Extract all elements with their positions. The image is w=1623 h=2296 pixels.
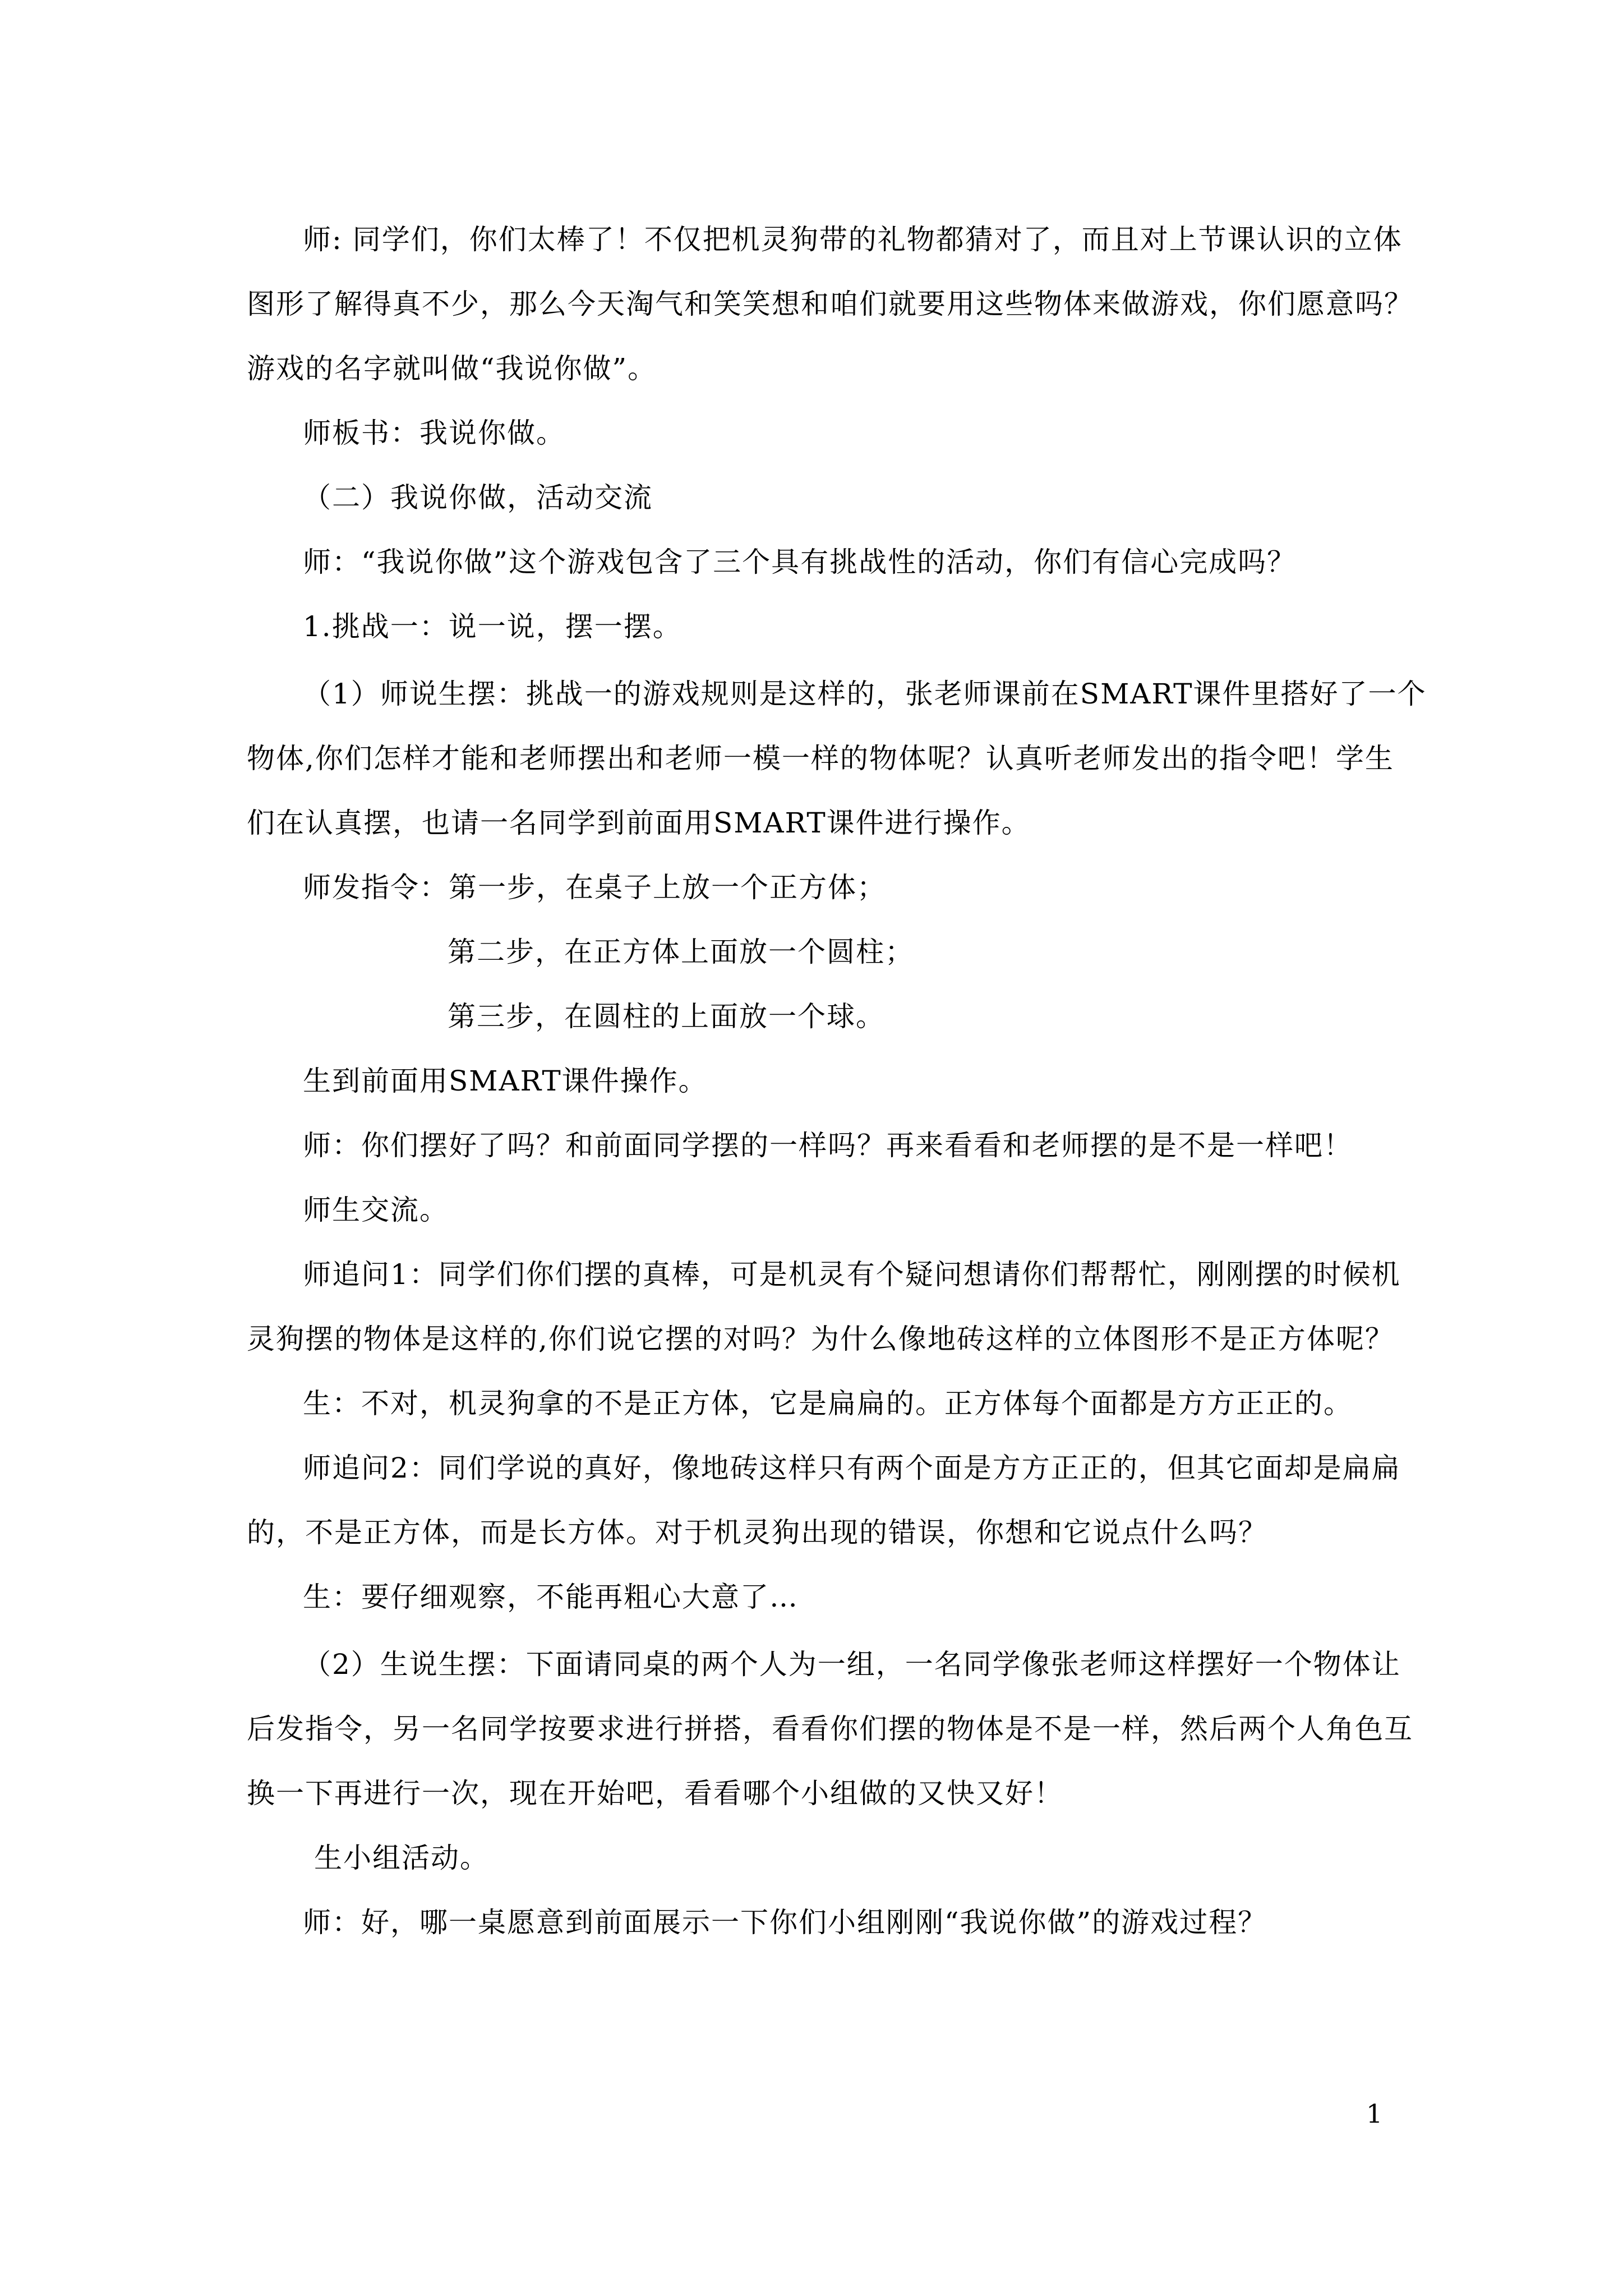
paragraph-line: 师发指令：第一步，在桌子上放一个正方体； xyxy=(303,871,886,904)
paragraph-line: 师: 同学们，你们太棒了！不仅把机灵狗带的礼物都猜对了，而且对上节课认识的立体 xyxy=(303,223,1403,256)
instruction-step: 第三步，在圆柱的上面放一个球。 xyxy=(448,1000,885,1033)
paragraph-line: 后发指令，另一名同学按要求进行拼搭，看看你们摆的物体是不是一样，然后两个人角色互 xyxy=(247,1713,1413,1745)
page-number: 1 xyxy=(1366,2099,1383,2129)
paragraph-line: 灵狗摆的物体是这样的,你们说它摆的对吗？为什么像地砖这样的立体图形不是正方体呢？ xyxy=(247,1323,1394,1355)
section-heading: （二）我说你做，活动交流 xyxy=(303,481,653,514)
paragraph-line: 生到前面用SMART课件操作。 xyxy=(303,1065,708,1097)
paragraph-line: 师板书：我说你做。 xyxy=(303,417,565,449)
paragraph-line: 们在认真摆，也请一名同学到前面用SMART课件进行操作。 xyxy=(247,807,1031,839)
challenge-heading: 1.挑战一：说一说，摆一摆。 xyxy=(303,610,682,643)
paragraph-line: 师：你们摆好了吗？和前面同学摆的一样吗？再来看看和老师摆的是不是一样吧！ xyxy=(303,1129,1353,1162)
paragraph-line: 师追问2：同们学说的真好，像地砖这样只有两个面是方方正正的，但其它面却是扁扁 xyxy=(303,1452,1401,1484)
paragraph-line: 生：要仔细观察，不能再粗心大意了… xyxy=(303,1581,799,1613)
paragraph-line: 生小组活动。 xyxy=(314,1842,489,1874)
paragraph-line: 师生交流。 xyxy=(303,1194,449,1226)
paragraph-line: （1）师说生摆：挑战一的游戏规则是这样的，张老师课前在SMART课件里搭好了一个 xyxy=(303,678,1427,710)
paragraph-line: 师：好，哪一桌愿意到前面展示一下你们小组刚刚“我说你做”的游戏过程？ xyxy=(303,1906,1267,1939)
paragraph-line: 图形了解得真不少，那么今天淘气和笑笑想和咱们就要用这些物体来做游戏，你们愿意吗？ xyxy=(247,288,1413,320)
paragraph-line: （2）生说生摆：下面请同桌的两个人为一组，一名同学像张老师这样摆好一个物体让 xyxy=(303,1648,1401,1681)
paragraph-line: 物体,你们怎样才能和老师摆出和老师一模一样的物体呢？认真听老师发出的指令吧！学生 xyxy=(247,742,1394,775)
instruction-step: 第二步，在正方体上面放一个圆柱； xyxy=(448,936,914,968)
paragraph-line: 师：“我说你做”这个游戏包含了三个具有挑战性的活动，你们有信心完成吗？ xyxy=(303,546,1297,578)
paragraph-line: 换一下再进行一次，现在开始吧，看看哪个小组做的又快又好！ xyxy=(247,1777,1063,1810)
paragraph-line: 生：不对，机灵狗拿的不是正方体，它是扁扁的。正方体每个面都是方方正正的。 xyxy=(303,1387,1353,1420)
paragraph-line: 游戏的名字就叫做“我说你做”。 xyxy=(247,352,657,385)
paragraph-line: 的，不是正方体，而是长方体。对于机灵狗出现的错误，你想和它说点什么吗？ xyxy=(247,1516,1267,1549)
paragraph-line: 师追问1：同学们你们摆的真棒，可是机灵有个疑问想请你们帮帮忙，刚刚摆的时候机 xyxy=(303,1258,1401,1291)
